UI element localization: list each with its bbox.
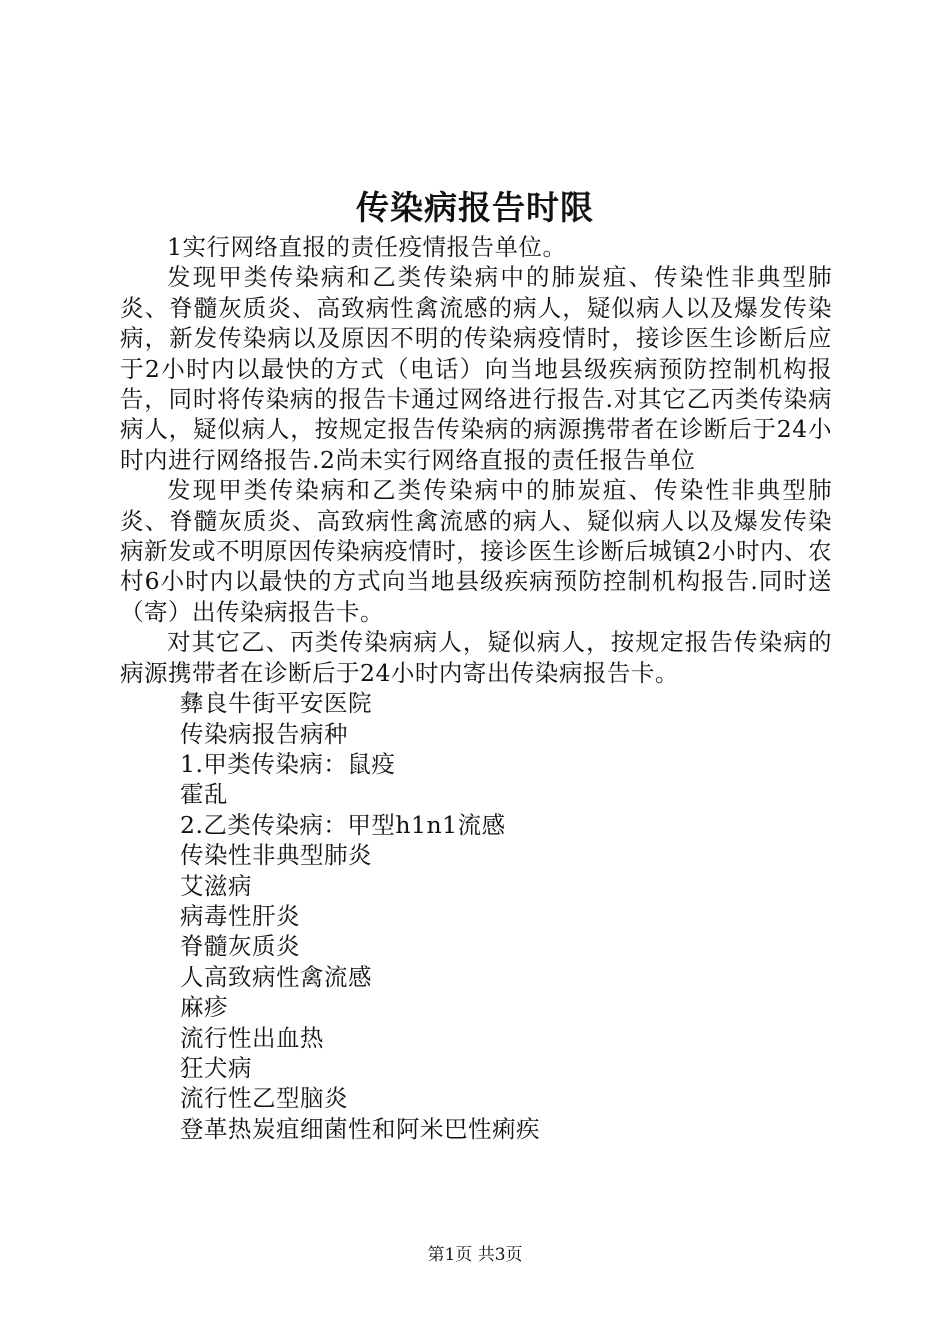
list-item: 流行性乙型脑炎 xyxy=(180,1084,348,1113)
section-heading: 传染病报告病种 xyxy=(180,719,348,748)
document-title: 传染病报告时限 xyxy=(356,188,594,227)
hospital-name: 彝良牛街平安医院 xyxy=(180,689,372,718)
document-body xyxy=(120,232,832,1144)
page-footer: 第1页 共3页 xyxy=(427,1245,523,1265)
list-item: 登革热炭疽细菌性和阿米巴性痢疾 xyxy=(180,1114,540,1143)
paragraph: 发现甲类传染病和乙类传染病中的肺炭疽、传染性非典型肺炎、脊髓灰质炎、高致病性禽流感的病人，疑似病人以及爆发传染病，新发传染病以及原因不明的传染病疫情时，接诊医生诊断后应于2小时内以最快的方式（电话）向当地县级疾病预防控制机构报告，同时将传染病的报告卡通过网络进行报告.对其它乙丙类传染病病人，疑似病人，按规定报告传染病的病源携带者在诊断后于24小时内进行网络报告.2尚未实行网络直报的责任报告单位 xyxy=(120,263,832,474)
list-item: 传染性非典型肺炎 xyxy=(180,841,372,870)
list-item: 麻疹 xyxy=(180,993,228,1022)
list-item: 脊髓灰质炎 xyxy=(180,932,300,961)
paragraph: 1实行网络直报的责任疫情报告单位。 xyxy=(167,233,567,261)
paragraph: 对其它乙、丙类传染病病人，疑似病人，按规定报告传染病的病源携带者在诊断后于24小时内寄出传染病报告卡。 xyxy=(120,628,832,687)
list-item: 艾滋病 xyxy=(180,871,252,900)
list-item: 2.乙类传染病：甲型h1n1流感 xyxy=(180,810,506,839)
list-item: 霍乱 xyxy=(180,780,228,809)
list-item: 病毒性肝炎 xyxy=(180,901,300,930)
list-item: 人高致病性禽流感 xyxy=(180,962,372,991)
list-item: 流行性出血热 xyxy=(180,1023,324,1052)
list-item: 狂犬病 xyxy=(180,1053,252,1082)
paragraph: 发现甲类传染病和乙类传染病中的肺炭疽、传染性非典型肺炎、脊髓灰质炎、高致病性禽流感的病人、疑似病人以及爆发传染病新发或不明原因传染病疫情时，接诊医生诊断后城镇2小时内、农村6小时内以最快的方式向当地县级疾病预防控制机构报告.同时送（寄）出传染病报告卡。 xyxy=(120,476,832,626)
list-item: 1.甲类传染病：鼠疫 xyxy=(180,749,396,778)
